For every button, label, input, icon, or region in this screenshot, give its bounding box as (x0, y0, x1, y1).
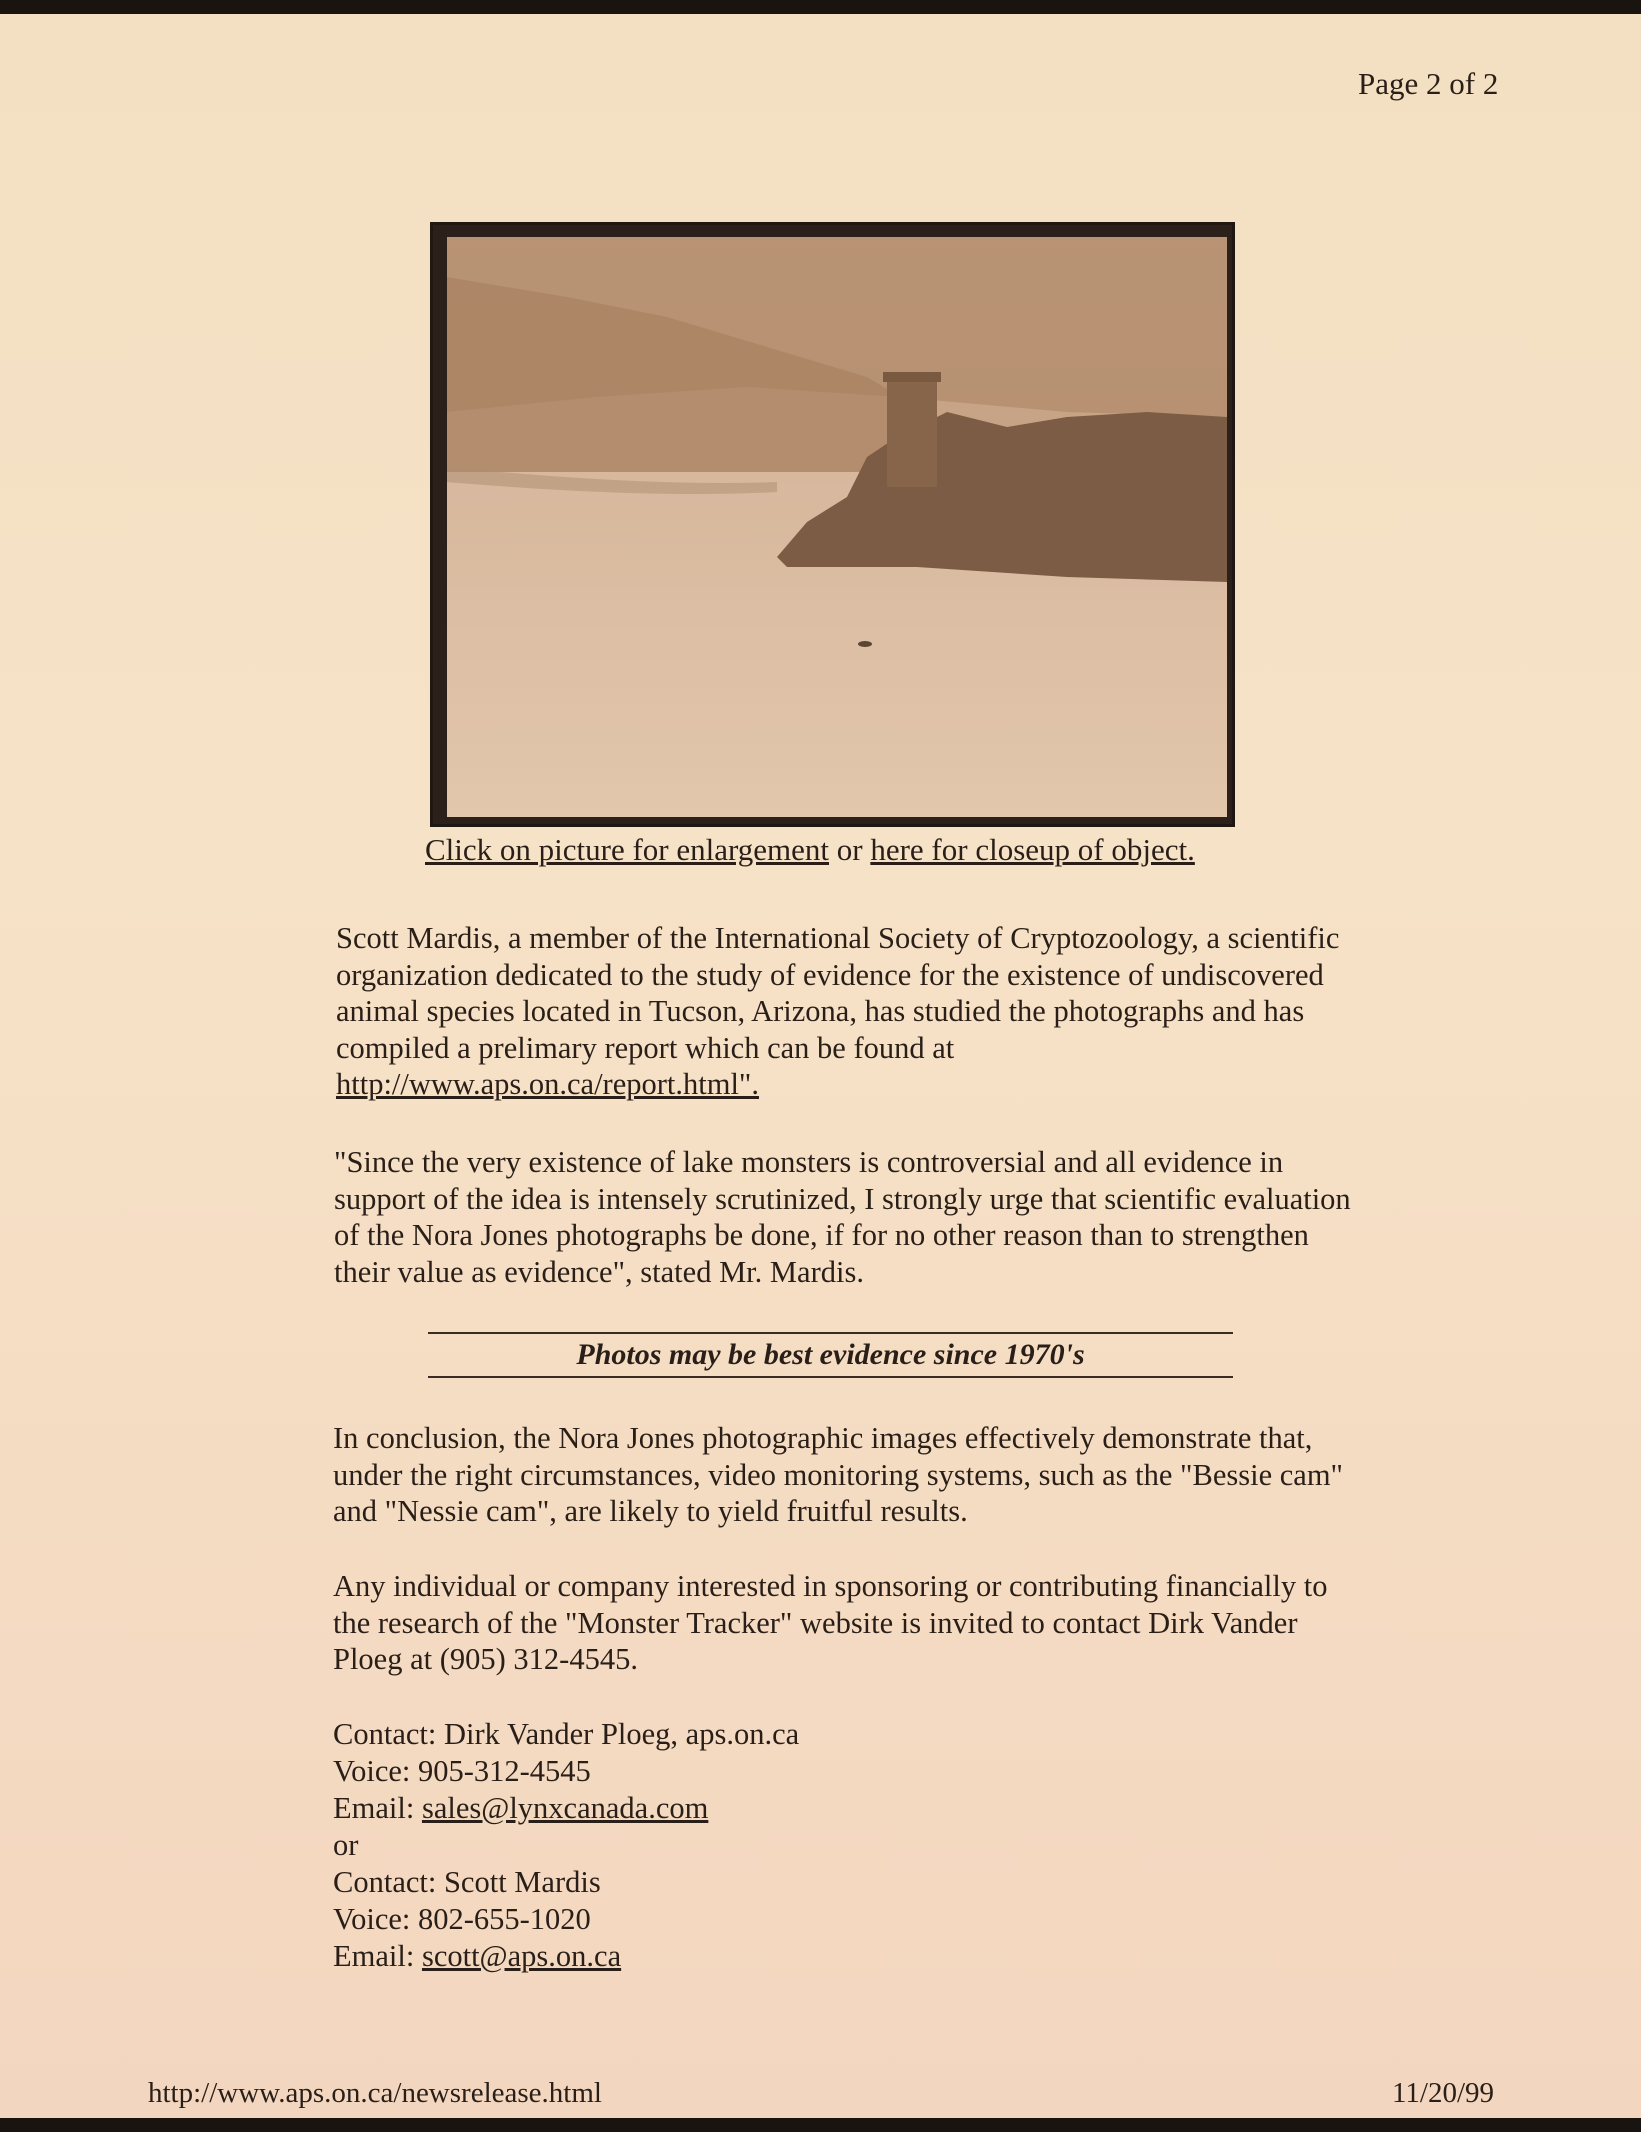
paragraph-conclusion: In conclusion, the Nora Jones photographic images effectively demonstrate that, under the right circumstances, video monitoring systems, such as the "Bessie cam" and "Nessie cam", are likely to yield fruitful results. (333, 1421, 1343, 1528)
paragraph-mardis-report (336, 920, 1356, 1103)
lake-photo[interactable] (447, 237, 1227, 817)
paragraph-text: Scott Mardis, a member of the International Society of Cryptozoology, a scientific organization dedicated to the study of evidence for the existence of undiscovered animal species located in Tucson, Arizona, has studied the photographs and has compiled a prelimary report which can be found at (336, 921, 1340, 1065)
photo-frame (430, 222, 1235, 827)
contact-2-name: Contact: Scott Mardis (333, 1865, 601, 1899)
contact-separator: or (333, 1828, 359, 1862)
contact-1-email-line (333, 1790, 799, 1827)
footer-date: 11/20/99 (1392, 2077, 1495, 2109)
footer-url: http://www.aps.on.ca/newsrelease.html (148, 2077, 602, 2109)
contact-2-email-line (333, 1938, 799, 1975)
email-label: Email: (333, 1939, 415, 1973)
report-link[interactable]: http://www.aps.on.ca/report.html". (336, 1067, 759, 1101)
paragraph-sponsorship: Any individual or company interested in sponsoring or contributing financially to the research of the "Monster Tracker" website is invited to contact Dirk Vander Ploeg at (905) 312-4545. (333, 1569, 1328, 1676)
printed-page (0, 14, 1641, 2118)
contact-2-voice: Voice: 802-655-1020 (333, 1902, 591, 1936)
contact-1-name: Contact: Dirk Vander Ploeg, aps.on.ca (333, 1717, 800, 1751)
section-subheading: Photos may be best evidence since 1970's (576, 1338, 1085, 1371)
contact-1-voice: Voice: 905-312-4545 (333, 1754, 591, 1788)
caption-separator: or (836, 832, 863, 867)
enlargement-link[interactable]: Click on picture for enlargement (425, 832, 830, 867)
email-label: Email: (333, 1791, 415, 1825)
divider-bottom (428, 1376, 1233, 1378)
contact-2-email-link[interactable]: scott@aps.on.ca (421, 1939, 622, 1973)
contact-block (333, 1716, 799, 1975)
paragraph-quote: "Since the very existence of lake monsters is controversial and all evidence in support of the idea is intensely scrutinized, I strongly urge that scientific evaluation of the Nora Jones photographs be done, if for no other reason than to strengthen their value as evidence", stated Mr. Mardis. (334, 1145, 1351, 1289)
page-number: Page 2 of 2 (1358, 66, 1499, 101)
lake-scene-image (447, 237, 1227, 817)
closeup-link[interactable]: here for closeup of object. (870, 832, 1195, 867)
photo-caption (425, 832, 1195, 868)
contact-1-email-link[interactable]: sales@lynxcanada.com (421, 1791, 709, 1825)
